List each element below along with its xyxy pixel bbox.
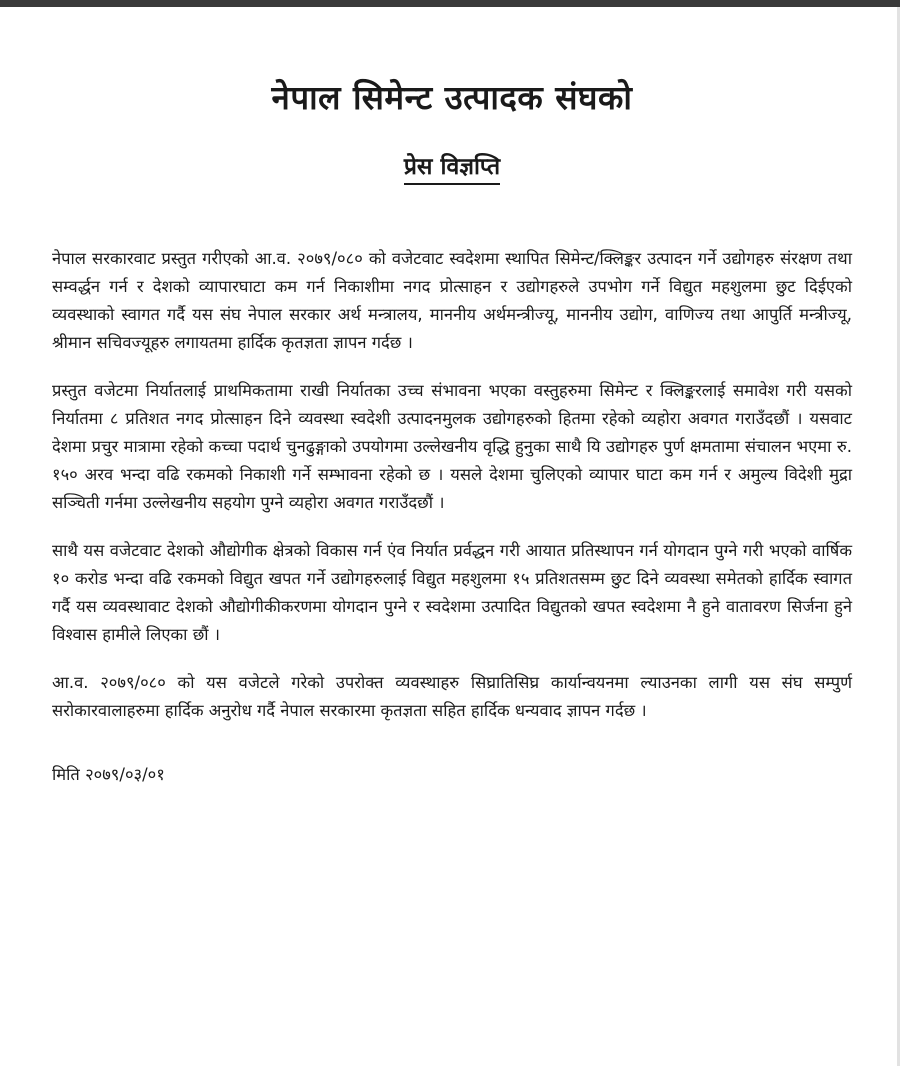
date-line: मिति २०७९/०३/०१ xyxy=(52,765,165,784)
paragraph-1: नेपाल सरकारवाट प्रस्तुत गरीएको आ.व. २०७९/०८० को वजेटवाट स्वदेशमा स्थापित सिमेन्ट/क्लिङ्कर उत्पादन गर्ने उद्योगहरु संरक्षण तथा सम्वर्द्धन गर्न र देशको व्यापारघाटा कम गर्न निकाशीमा नगद प्रोत्साहन र उद्योगहरुले उपभोग गर्ने विद्युत महशुलमा छुट दिईएको व्यवस्थाको स्वागत गर्दै यस संघ नेपाल सरकार अर्थ मन्त्रालय, माननीय अर्थमन्त्रीज्यू, माननीय उद्योग, वाणिज्य तथा आपुर्ति मन्त्रीज्यू, श्रीमान सचिवज्यूहरु लगायतमा हार्दिक कृतज्ञता ज्ञापन गर्दछ । xyxy=(52,249,852,352)
paragraph-2: प्रस्तुत वजेटमा निर्यातलाई प्राथमिकतामा राखी निर्यातका उच्च संभावना भएका वस्तुहरुमा सिमेन्ट र क्लिङ्करलाई समावेश गरी यसको निर्यातमा ८ प्रतिशत नगद प्रोत्साहन दिने व्यवस्था स्वदेशी उत्पादनमुलक उद्योगहरुको हितमा रहेको व्यहोरा अवगत गराउँदछौं । यसवाट देशमा प्रचुर मात्रामा रहेको कच्चा पदार्थ चुनढुङ्गाको उपयोगमा उल्लेखनीय वृद्धि हुनुका साथै यि उद्योगहरु पुर्ण क्षमतामा संचालन भएमा रु. १५० अरव भन्दा वढि रकमको निकाशी गर्ने सम्भावना रहेको छ । यसले देशमा चुलिएको व्यापार घाटा कम गर्न र अमुल्य विदेशी मुद्रा सञ्चिती गर्नमा उल्लेखनीय सहयोग पुग्ने व्यहोरा अवगत गराउँदछौं । xyxy=(52,381,852,512)
press-release-body xyxy=(52,245,852,789)
press-release-heading: प्रेस विज्ञप्ति xyxy=(404,149,500,185)
organization-title: नेपाल सिमेन्ट उत्पादक संघको xyxy=(271,78,633,117)
press-release-document xyxy=(52,60,852,789)
paragraph-3: साथै यस वजेटवाट देशको औद्योगीक क्षेत्रको विकास गर्न एंव निर्यात प्रर्वद्धन गरी आयात प्रतिस्थापन गर्न योगदान पुग्ने गरी भएको वार्षिक १० करोड भन्दा वढि रकमको विद्युत खपत गर्ने उद्योगहरुलाई विद्युत महशुलमा १५ प्रतिशतसम्म छुट दिने व्यवस्था समेतको हार्दिक स्वागत गर्दै यस व्यवस्थावाट देशको औद्योगीकीकरणमा योगदान पुग्ने र स्वदेशमा उत्पादित विद्युतको खपत स्वदेशमा नै हुने वातावरण सिर्जना हुने विश्वास हामीले लिएका छौं । xyxy=(52,541,852,644)
paragraph-4: आ.व. २०७९/०८० को यस वजेटले गरेको उपरोक्त व्यवस्थाहरु सिघ्रातिसिघ्र कार्यान्वयनमा ल्याउनका लागी यस संघ सम्पुर्ण सरोकारवालाहरुमा हार्दिक अनुरोध गर्दै नेपाल सरकारमा कृतज्ञता सहित हार्दिक धन्यवाद ज्ञापन गर्दछ । xyxy=(52,673,852,720)
window-top-bar xyxy=(0,0,900,7)
subtitle-container xyxy=(52,149,852,185)
